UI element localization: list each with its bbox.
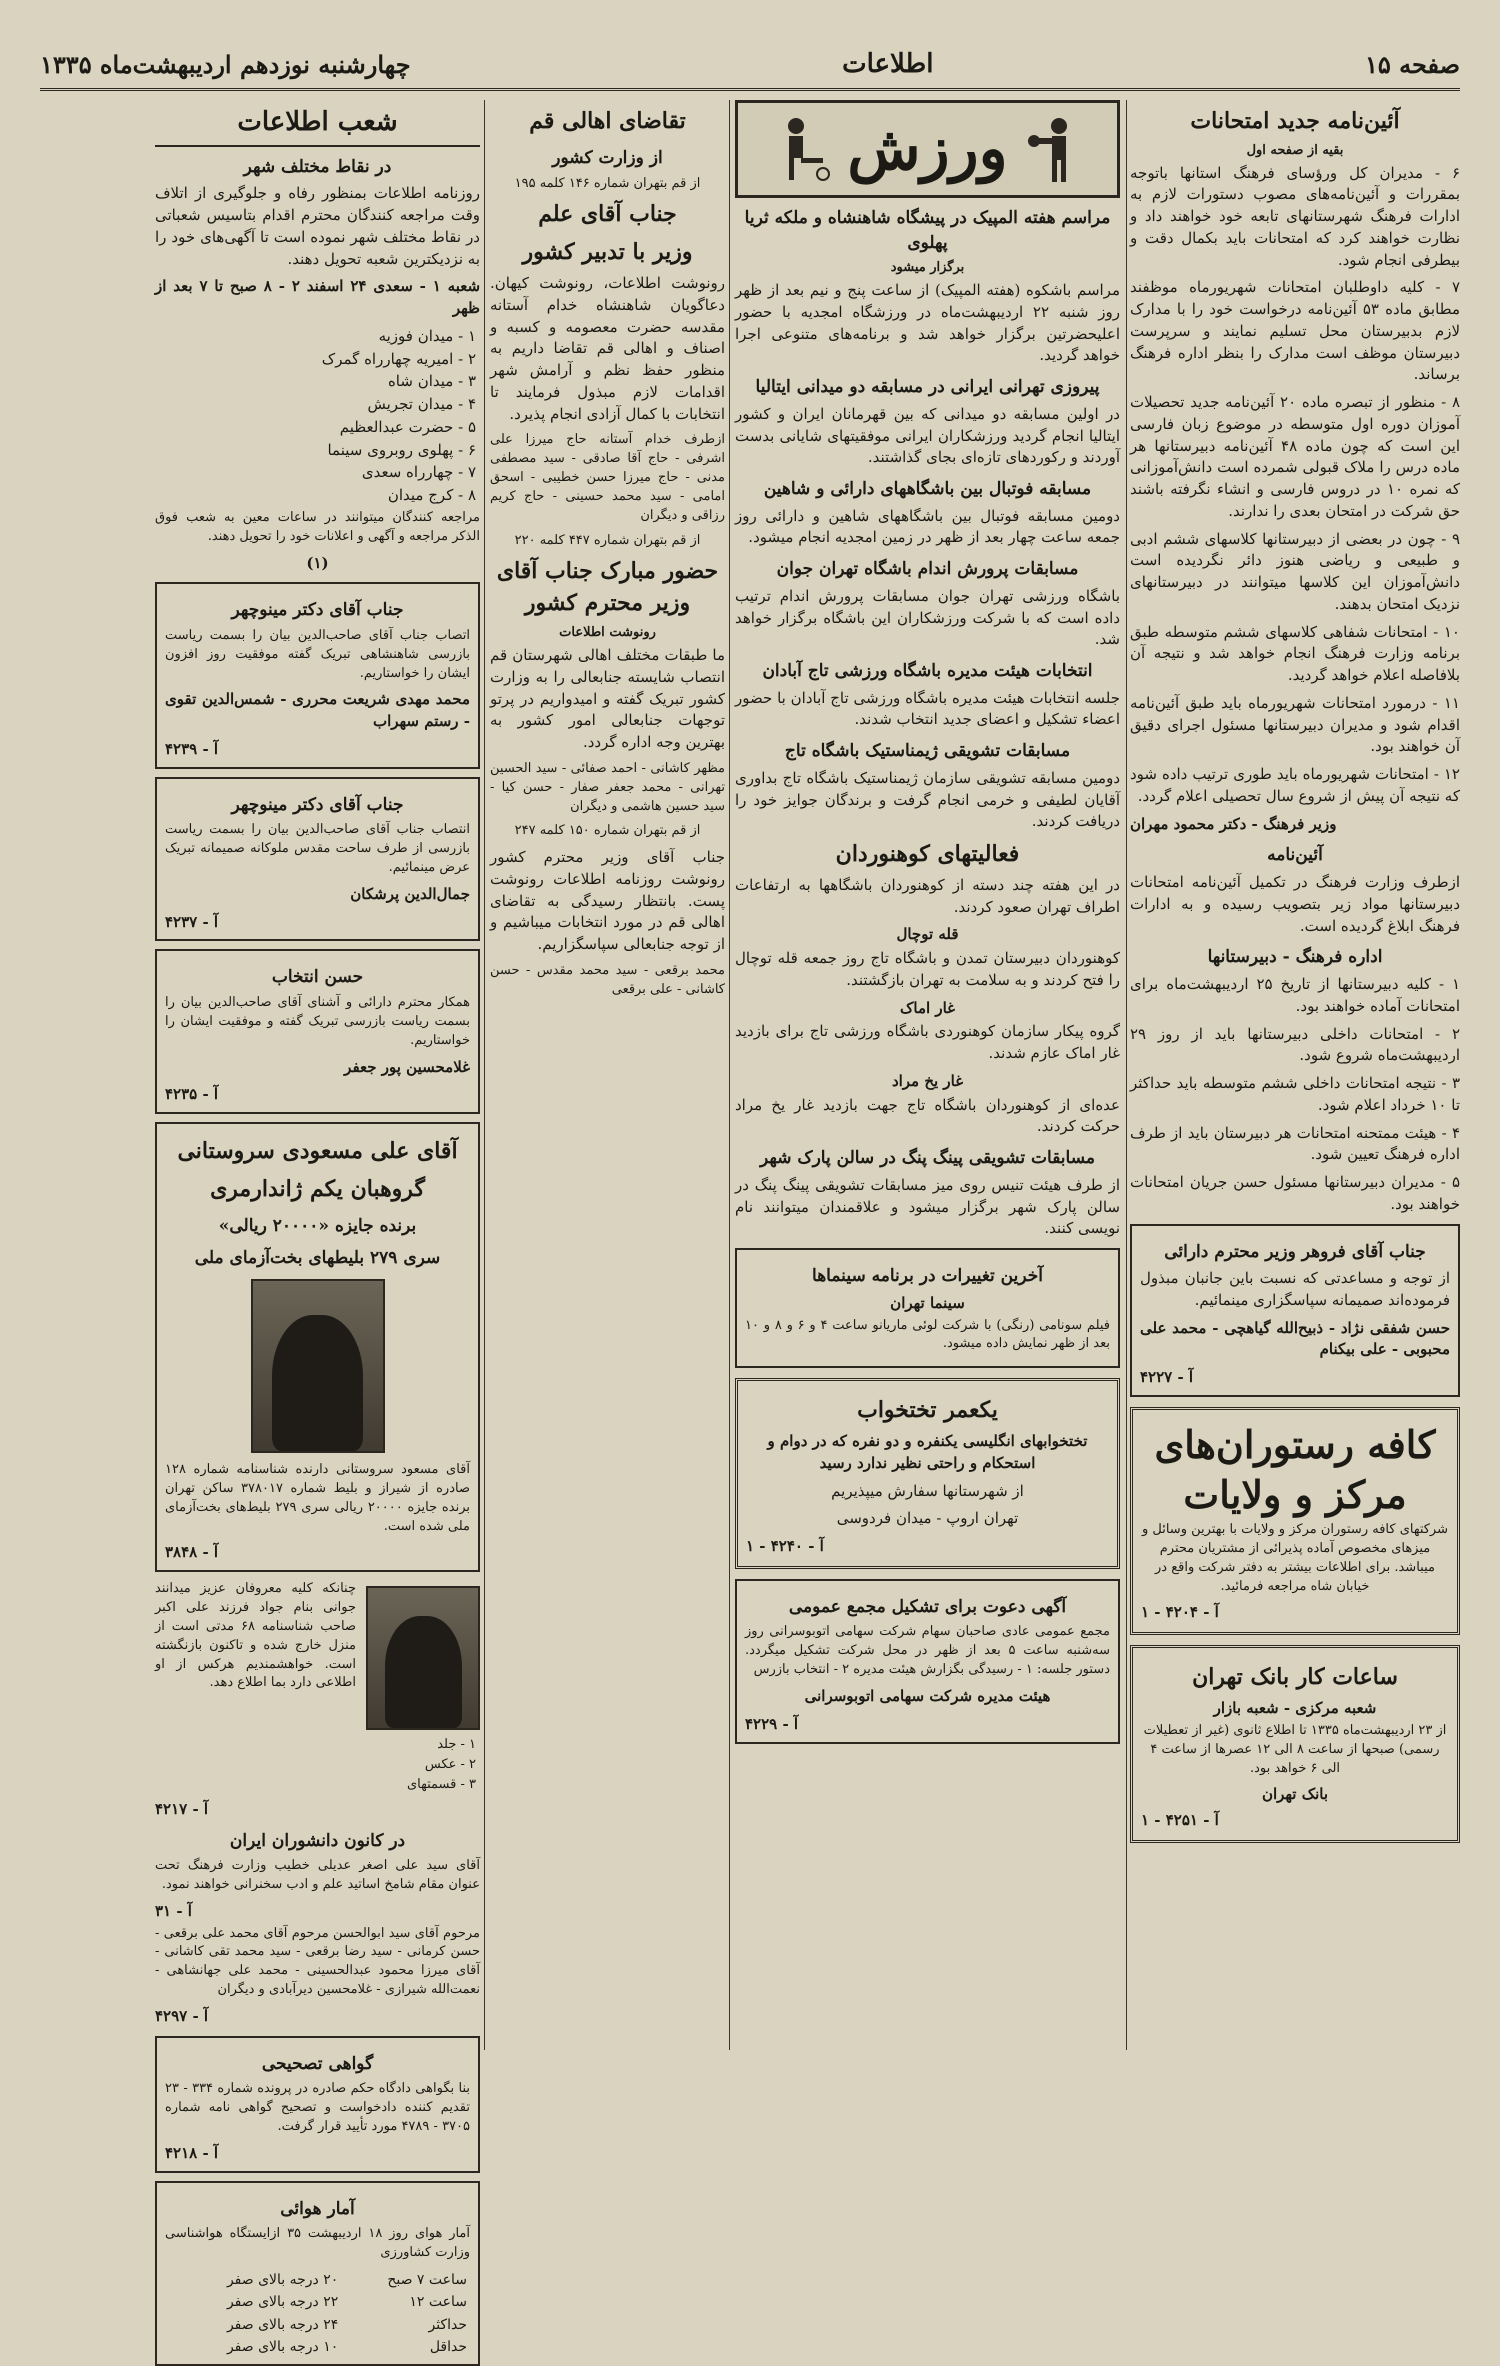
doc2-notice (155, 777, 480, 942)
pingpong-body: از طرف هیئت تنیس روی میز مسابقات تشویقی پینگ پنگ در سالن پارک شهر برگزار میشود و علاقمندان میتوانند نام نویسی کنند. (735, 1175, 1120, 1238)
bank-code: آ - ۴۲۵۱ - ۱ (1141, 1811, 1219, 1830)
weather-body: آمار هوای روز ۱۸ اردیبهشت ۳۵ ازایستگاه هواشناسی وزارت کشاورزی (165, 2226, 471, 2261)
branches-title: شعب اطلاعات (155, 104, 480, 147)
masthead (40, 40, 1460, 91)
list-item: ۷ - چهارراه سعدی (361, 463, 476, 482)
union-title: در کانون دانشوران ایران (229, 1830, 406, 1851)
branches-sub: در نقاط مختلف شهر (243, 156, 392, 177)
bank-title: ساعات کار بانک تهران (1192, 1664, 1398, 1691)
bylaw-title: آئین‌نامه (1267, 845, 1323, 866)
win-title: پیروزی تهرانی ایرانی در مسابقه دو میدانی ایتالیا (755, 377, 1100, 398)
exam-sub: بقیه از صفحه اول (1246, 142, 1344, 158)
list-item: ۸ - کرج میدان (387, 486, 476, 505)
bank-sub: شعبه مرکزی - شعبه بازار (1213, 1699, 1377, 1718)
congrats-title: حضور مبارک جناب آقای وزیر محترم کشور (496, 558, 719, 617)
weather-value: ۱۰ درجه بالای صفر (226, 2338, 339, 2355)
cafe-subtitle: مرکز و ولایات (1183, 1471, 1407, 1517)
plea-head-1: جناب آقای علم (538, 201, 677, 228)
cinema-box (735, 1248, 1120, 1368)
column-rule (729, 100, 730, 2050)
list-item: ۱ - میدان فوزیه (378, 326, 476, 345)
names-code: آ - ۴۲۹۷ (155, 2006, 209, 2025)
gym-body: دومین مسابقه تشویقی سازمان ژیمناستیک باشگاه تاج بداوری آقایان لطیفی و خرمی انجام گرفت و برندگان جوایز خود را دریافت کردند. (735, 768, 1120, 831)
exam-para: ۱۲ - امتحانات شهریورماه باید طوری ترتیب داده شود که نتیجه آن پیش از شروع سال تحصیلی اعلام گردد. (1130, 765, 1460, 805)
thanks-code: آ - ۴۲۲۷ (1140, 1368, 1194, 1387)
correction-notice (155, 2036, 480, 2173)
meeting-sign: هیئت مدیره شرکت سهامی اتوبوسرانی (804, 1687, 1051, 1705)
winner-photo (251, 1279, 385, 1453)
branches-code: (۱) (306, 553, 329, 572)
correction-body: بنا بگواهی دادگاه حکم صادره در پرونده شماره ۳۳۴ - ۲۳ تقدیم کننده دادخواست و تصحیح گواهی نامه شماره ۳۷۰۵ - ۴۷۸۹ مورد تأیید قرار گرفت. (165, 2081, 470, 2135)
cafe-body: شرکتهای کافه رستوران مرکز و ولایات با بهترین وسائل و میزهای مخصوص آماده پذیرائی از مشتریان محترم میباشد. برای اطلاعات بیشتر به دفتر شرکت واقع در خیابان شاه مراجعه فرمائید. (1141, 1522, 1449, 1594)
bylaw-body: ازطرف وزارت فرهنگ در تکمیل آئین‌نامه امتحانات دبیرستانها مواد زیر بتصویب رسیده و به ادارات فرهنگ ابلاغ گردیده است. (1130, 873, 1460, 935)
bed-line2: از شهرستانها سفارش میپذیریم (831, 1481, 1024, 1500)
exam-para: ۱۰ - امتحانات شفاهی کلاسهای ششم متوسطه طبق برنامه وزارت فرهنگ انجام خواهد شد و نتیجه آن بلافاصله اعلام خواهد گردید. (1130, 622, 1460, 685)
doc2-names: جمال‌الدین پرشکان (350, 884, 470, 903)
cafe-code: آ - ۴۲۰۴ - ۱ (1141, 1603, 1219, 1622)
branches-hours: شعبه ۱ - سعدی ۲۴ اسفند ۲ - ۸ صبح تا ۷ بعد از ظهر (155, 277, 481, 318)
football-title: مسابقه فوتبال بین باشگاههای دارائی و شاهین (763, 479, 1092, 500)
peak-c-body: عده‌ای از کوهنوردان باشگاه تاج جهت بازدید غار یخ مراد حرکت کردند. (735, 1095, 1120, 1136)
doc1-body: اتصاب جناب آقای صاحب‌الدین بیان را بسمت ریاست بازرسی شاهنشاهی تبریک گفته موفقیت روز افزون ایشان را خواستاریم. (165, 627, 470, 681)
tehran-title: مسابقات پرورش اندام باشگاه تهران جوان (776, 559, 1079, 580)
weather-box (155, 2181, 480, 2366)
list-item: ۵ - حضرت عبدالعظیم (339, 417, 476, 436)
bank-sign: بانک تهران (1261, 1785, 1329, 1804)
branches-body: روزنامه اطلاعات بمنظور رفاه و جلوگیری از اتلاف وقت مراجعه کنندگان محترم اقدام بتاسیس شعباتی در نقاط مختلف شهر نموده است تا آگهی‌های خود را به نزدیکترین شعبه تحویل دهند. (155, 184, 480, 268)
doc2-code: آ - ۴۲۳۷ (165, 912, 219, 931)
office-title: اداره فرهنگ - دبیرستانها (1207, 947, 1383, 968)
lottery-title-4: سری ۲۷۹ بلیطهای بخت‌آزمای ملی (194, 1248, 441, 1269)
list-item: ۱ - جلد (437, 1737, 476, 1753)
date-line: چهارشنبه نوزدهم اردیبهشت‌ماه ۱۳۳۵ (40, 49, 411, 79)
exam-signature: وزیر فرهنگ - دکتر محمود مهران (1130, 814, 1337, 833)
doc1-code: آ - ۴۲۳۹ (165, 739, 219, 758)
lottery-notice (155, 1122, 480, 1572)
person-icon (385, 1616, 462, 1728)
lottery-body: آقای مسعود سروستانی دارنده شناسنامه شماره ۱۲۸ صادره از شیراز و بلیط شماره ۳۷۸۰۱۷ ساکن تهران برنده جایزه ۲۰۰۰۰ ریالی سری ۲۷۹ بلیط‌های بخت‌آزمای ملی شده است. (165, 1462, 470, 1534)
column-rule (484, 100, 485, 2050)
win-body: در اولین مسابقه دو میدانی که بین قهرمانان ایران و کشور ایتالیا انجام گردید ورزشکاران ایرانی موفقیتهای شایانی بدست آوردند و رکوردهای تازه‌ای بجای گذاشتند. (735, 404, 1120, 467)
lost-body: چنانکه کلیه معروفان عزیز میدانند جوانی بنام جواد فرزند علی اکبر صاحب شناسنامه ۶۸ مدتی است از منزل خارج شده و تاکنون بازنگشته است. خواهشمندیم هرکس از او اطلاعی دارد بما اطلاع دهد. (155, 1581, 356, 1691)
olympic-sub: برگزار میشود (890, 260, 965, 276)
table-row (165, 2314, 470, 2336)
selection-title: حسن انتخاب (271, 967, 364, 988)
person-icon (272, 1315, 363, 1451)
thanks-names: حسن شفقی نژاد - ذبیح‌الله گیاهچی - محمد علی محبوبی - علی بیکنام (1140, 1318, 1450, 1359)
olympic-title: مراسم هفته المپیک در پیشگاه شاهنشاه و ملکه ثریا پهلوی (744, 208, 1111, 253)
column-4 (155, 100, 481, 2355)
union-code: آ - ۳۱ (155, 1901, 192, 1920)
branches-footer: مراجعه کنندگان میتوانند در ساعات معین به شعب فوق الذکر مراجعه و آگهی و اعلانات خود را تحویل دهند. (155, 509, 480, 544)
office-para: ۲ - امتحانات داخلی دبیرستانها باید از روز ۲۹ اردیبهشت‌ماه شروع شود. (1130, 1024, 1460, 1065)
selection-code: آ - ۴۲۳۵ (165, 1085, 219, 1104)
list-item: ۲ - عکس (424, 1757, 476, 1773)
meeting-title: آگهی دعوت برای تشکیل مجمع عمومی (788, 1596, 1067, 1617)
tehran-body: باشگاه ورزشی تهران جوان مسابقات پرورش اندام ترتیب داده است که با شرکت ورزشکاران این باشگاه برگزار خواهد شد. (735, 586, 1120, 649)
table-row (165, 2336, 470, 2358)
peak-a: قله توچال (896, 925, 959, 944)
weather-label: ساعت ۷ صبح (387, 2271, 467, 2288)
bank-ad (1130, 1645, 1460, 1843)
congrats-names: مظهر کاشانی - احمد صفائی - سید الحسین تهرانی - محمد جعفر صفار - حسن کیا - سید حسین هاشمی و دیگران (490, 760, 725, 814)
cinema-title: آخرین تغییرات در برنامه سینماها (812, 1266, 1043, 1287)
correction-code: آ - ۴۲۱۸ (165, 2143, 219, 2162)
congrats-sub: رونوشت اطلاعات (559, 625, 656, 641)
table-row (165, 2269, 470, 2291)
office-para: ۳ - نتیجه امتحانات داخلی ششم متوسطه باید حداکثر تا ۱۰ خرداد اعلام شود. (1130, 1074, 1460, 1114)
meeting-notice (735, 1579, 1120, 1744)
peak-b-body: گروه پیکار سازمان کوهنوردی باشگاه ورزشی تاج برای بازدید غار اماک عازم شدند. (735, 1022, 1120, 1063)
lost-notice (155, 1580, 480, 1820)
sport-banner (735, 100, 1120, 198)
exam-para: ۸ - منظور از تبصره ماده ۲۰ آئین‌نامه جدید تحصیلات آموزان دوره اول متوسطه در موضوع زبان فارسی این است که چون ماده ۴۸ آئین‌نامه دبیرستانها هر ماده درس را ملاک قبولی شمرده است دانش‌آموزانی که نمره ۱۰ در دروس فارسی و انشاء نگرفته باشند حق شرکت در امتحان بعدی را ندارند. (1130, 393, 1461, 520)
peak-a-body: کوهنوردان دبیرستان تمدن و باشگاه تاج روز جمعه قله توچال را فتح کردند و به سلامت به تهران بازگشتند. (735, 949, 1120, 989)
plea-head-2: وزیر با تدبیر کشور (522, 239, 693, 266)
bed-line3: تهران اروپ - میدان فردوسی (836, 1509, 1019, 1528)
sport-title: ورزش (847, 113, 1008, 184)
cafe-title: کافه رستوران‌های (1154, 1421, 1436, 1467)
gym-title: مسابقات تشویقی ژیمناستیک باشگاه تاج (784, 741, 1071, 762)
doc1-notice (155, 582, 480, 768)
lost-list (155, 1736, 480, 1795)
boxer-icon (1024, 114, 1094, 184)
weather-table (165, 2269, 470, 2358)
table-row (165, 2291, 470, 2313)
footballer-icon (761, 114, 831, 184)
meeting-body: مجمع عمومی عادی صاحبان سهام شرکت سهامی اتوبوسرانی روز سه‌شنبه ساعت ۵ بعد از ظهر در محل شرکت تشکیل میگردد. دستور جلسه: ۱ - رسیدگی بگزارش هیئت مدیره ۲ - انتخاب بازرس (745, 1624, 1110, 1678)
congrats-ref: از قم بتهران شماره ۴۴۷ کلمه ۲۲۰ (514, 532, 701, 548)
mountain-title: فعالیتهای کوهنوردان (835, 841, 1020, 868)
paper-name: اطلاعات (842, 49, 934, 79)
weather-label: حداکثر (428, 2316, 467, 2333)
weather-value: ۲۰ درجه بالای صفر (226, 2271, 339, 2288)
column-2-sports (735, 100, 1120, 2050)
thanks-notice (1130, 1224, 1460, 1397)
peak-c: غار یخ مراد (891, 1071, 964, 1090)
cinema-body: فیلم سونامی (رنگی) با شرکت لوئی ماریانو ساعت ۴ و ۶ و ۸ و ۱۰ بعد از ظهر نمایش داده میشود. (745, 1317, 1111, 1352)
cafe-ad (1130, 1407, 1460, 1635)
office-para: ۵ - مدیران دبیرستانها مسئول حسن جریان امتحانات خواهند بود. (1130, 1173, 1460, 1213)
list-item: ۶ - پهلوی روبروی سینما (327, 440, 476, 459)
column-3 (490, 100, 725, 2050)
bed-title: یکعمر تختخواب (857, 1397, 998, 1424)
lottery-title-2: گروهبان یکم ژاندارمری (210, 1175, 425, 1202)
football-body: دومین مسابقه فوتبال بین باشگاههای شاهین و دارائی روز جمعه ساعت چهار بعد از ظهر در زمین امجدیه انجام میشود. (735, 506, 1120, 547)
plea-names: ازطرف خدام آستانه حاج میرزا علی اشرفی - حاج آقا صادقی - سید مصطفی مدنی - حاج میرزا حسن خطیبی - اسحق امامی - سید محمد حسینی - حاج کریم رزاقی و دیگران (490, 432, 725, 523)
plea-body: رونوشت اطلاعات، رونوشت کیهان. دعاگویان شاهنشاه خدام آستانه مقدسه حضرت معصومه و کسبه و اصناف و اهالی قم تقاضا داریم به منظور حفظ نظم و آرامش شهر اقدامات لازم مبذول فرمایند تا انتخابات با کمال آزادی انجام پذیرد. (490, 274, 725, 423)
peak-b: غار اماک (899, 998, 956, 1017)
weather-label: حداقل (429, 2338, 467, 2355)
lottery-title-1: آقای علی مسعودی سروستانی (177, 1138, 458, 1165)
plea-ref: از قم بتهران شماره ۱۴۶ کلمه ۱۹۵ (514, 175, 701, 191)
bed-code: آ - ۴۲۴۰ - ۱ (746, 1537, 824, 1556)
doc2-title: جناب آقای دکتر مینوچهر (231, 794, 404, 815)
doc1-names: محمد مهدی شریعت محرری - شمس‌الدین تقوی - رستم سهراب (165, 690, 470, 731)
weather-value: ۲۴ درجه بالای صفر (226, 2316, 339, 2333)
taj-body: جلسه انتخابات هیئت مدیره باشگاه ورزشی تاج آبادان با حضور اعضاء تشکیل و اعضای جدید انتخاب شدند. (735, 688, 1120, 729)
list-item: ۲ - امیریه چهارراه گمرک (321, 349, 476, 368)
taj-title: انتخابات هیئت مدیره باشگاه ورزشی تاج آبادان (762, 661, 1093, 682)
thanks-body: از توجه و مساعدتی که نسبت باین جانبان مبذول فرموده‌اند صمیمانه سپاسگزاری مینمائیم. (1140, 1269, 1450, 1309)
office-para: ۱ - کلیه دبیرستانها از تاریخ ۲۵ اردیبهشت‌ماه برای امتحانات آماده خواهند بود. (1130, 975, 1460, 1015)
doc2-body: انتصاب جناب آقای صاحب‌الدین بیان را بسمت ریاست بازرسی از طرف ساحت مقدس ملوکانه صمیمانه تبریک عرض مینمائیم. (165, 822, 470, 876)
bed-ad (735, 1378, 1120, 1569)
exam-para: ۷ - کلیه داوطلبان امتحانات شهریورماه موظفند مطابق ماده ۵۳ آئین‌نامه درخواست خود را با مدارک لازم بدبیرستان محل تسلیم نمایند و سرپرست دبیرستان موظف است مدارک را بنظر اداره فرهنگ برساند. (1130, 278, 1460, 384)
exam-title: آئین‌نامه جدید امتحانات (1190, 108, 1400, 134)
list-item: ۴ - میدان تجریش (367, 395, 476, 414)
third-ref: از قم بتهران شماره ۱۵۰ کلمه ۲۴۷ (514, 823, 701, 839)
exam-para: ۱۱ - درمورد امتحانات شهریورماه باید طبق آئین‌نامه اقدام شود و مدیران دبیرستانها مسئول اجرای دقیق آن خواهند بود. (1130, 693, 1460, 756)
third-body: جناب آقای وزیر محترم کشور رونوشت روزنامه اطلاعات رونوشت پست. بانتظار رسیدگی به تقاضای اهالی قم در مورد انتخابات میباشیم و از توجه جنابعالی سپاسگزاریم. (490, 848, 725, 954)
branch-list (155, 326, 480, 507)
olympic-body: مراسم باشکوه (هفته المپیک) از ساعت پنج و نیم بعد از ظهر روز شنبه ۲۲ اردیبهشت‌ماه در ورزشگاه امجدیه با حضور اعلیحضرتین برگزار خواهد شد و برنامه‌های متنوعی اجرا خواهد گردید. (735, 281, 1120, 365)
selection-notice (155, 949, 480, 1114)
missing-person-photo (366, 1586, 480, 1730)
exam-para: ۶ - مدیران کل ورؤسای فرهنگ استانها باتوجه بمقررات و آئین‌نامه‌های مصوب دستورات لازم به ادارات فرهنگ شهرستانهای تابعه خود خواهند داد و نظارت خواهند کرد که امتحانات باید بکمال دقت و بیطرفی انجام شود. (1130, 163, 1460, 269)
column-1 (1130, 100, 1460, 2050)
lottery-code: آ - ۳۸۴۸ (165, 1543, 219, 1562)
plea-title: تقاضای اهالی قم (529, 108, 686, 134)
cinema-name: سینما تهران (890, 1293, 965, 1312)
congrats-body: ما طبقات مختلف اهالی شهرستان قم انتصاب شایسته جنابعالی را به وزارت کشور تبریک گفته و امیدواریم در پرتو توجهات جنابعالی امور کشور به بهترین وجه اداره گردد. (490, 646, 725, 752)
thanks-title: جناب آقای فروهر وزیر محترم دارائی (1164, 1241, 1426, 1262)
pingpong-title: مسابقات تشویقی پینگ پنگ در سالن پارک شهر (760, 1148, 1095, 1169)
bank-body: از ۲۳ اردیبهشت‌ماه ۱۳۳۵ تا اطلاع ثانوی (غیر از تعطیلات رسمی) صبحها از ساعت ۸ الی ۱۲ عصرها از ساعت ۴ الی ۶ خواهد بود. (1143, 1722, 1447, 1776)
weather-title: آمار هوائی (280, 2198, 355, 2219)
doc1-title: جناب آقای دکتر مینوچهر (231, 600, 404, 621)
lottery-title-3: برنده جایزه «۲۰۰۰۰ ریالی» (218, 1215, 417, 1236)
mountain-body: در این هفته چند دسته از کوهنوردان باشگاهها به ارتفاعات اطراف تهران صعود کردند. (735, 875, 1120, 916)
selection-names: غلامحسین پور جعفر (344, 1057, 470, 1076)
list-item: ۳ - میدان شاه (387, 372, 476, 391)
weather-label: ساعت ۱۲ (409, 2294, 467, 2311)
names-body: مرحوم آقای سید ابوالحسن مرحوم آقای محمد علی برقعی - حسن کرمانی - سید رضا برقعی - سید محمد تقی کاشانی - آقای میرزا محمود عبدالحسینی - محمد علی جهانشاهی - نعمت‌الله شیرازی - غلامحسین دیرآبادی و دیگران (155, 1925, 480, 1998)
weather-value: ۲۲ درجه بالای صفر (226, 2294, 339, 2311)
column-rule (1126, 100, 1127, 2050)
office-para: ۴ - هیئت ممتحنه امتحانات هر دبیرستان باید از طرف اداره فرهنگ تعیین شود. (1130, 1123, 1460, 1164)
list-item: ۳ - قسمتهای (406, 1776, 476, 1792)
plea-sub: از وزارت کشور (552, 147, 663, 168)
bed-line1: تختخوابهای انگلیسی یکنفره و دو نفره که در دوام و استحکام و راحتی نظیر ندارد رسید (767, 1432, 1088, 1472)
page-number: صفحه ۱۵ (1364, 49, 1460, 79)
exam-para: ۹ - چون در بعضی از دبیرستانها کلاسهای ششم ادبی و طبیعی و ریاضی هنوز دائر نگردیده است دانش‌آموزان این کلاسها میتوانند در دبیرستانهای نزدیک امتحان بدهند. (1130, 529, 1460, 613)
lost-code: آ - ۴۲۱۷ (155, 1799, 209, 1818)
union-body: آقای سید علی اصغر عدیلی خطیب وزارت فرهنگ تحت عنوان مقام شامخ اساتید علم و ادب سخنرانی خواهند نمود. (155, 1858, 480, 1892)
meeting-code: آ - ۴۲۲۹ (745, 1714, 799, 1733)
correction-title: گواهی تصحیحی (261, 2053, 374, 2074)
selection-body: همکار محترم دارائی و آشنای آقای صاحب‌الدین بیان را بسمت ریاست بازرسی تبریک گفته و موفقیت ایشان را خواستاریم. (165, 995, 470, 1048)
third-names: محمد برقعی - سید محمد مقدس - حسن کاشانی - علی برقعی (490, 962, 725, 997)
